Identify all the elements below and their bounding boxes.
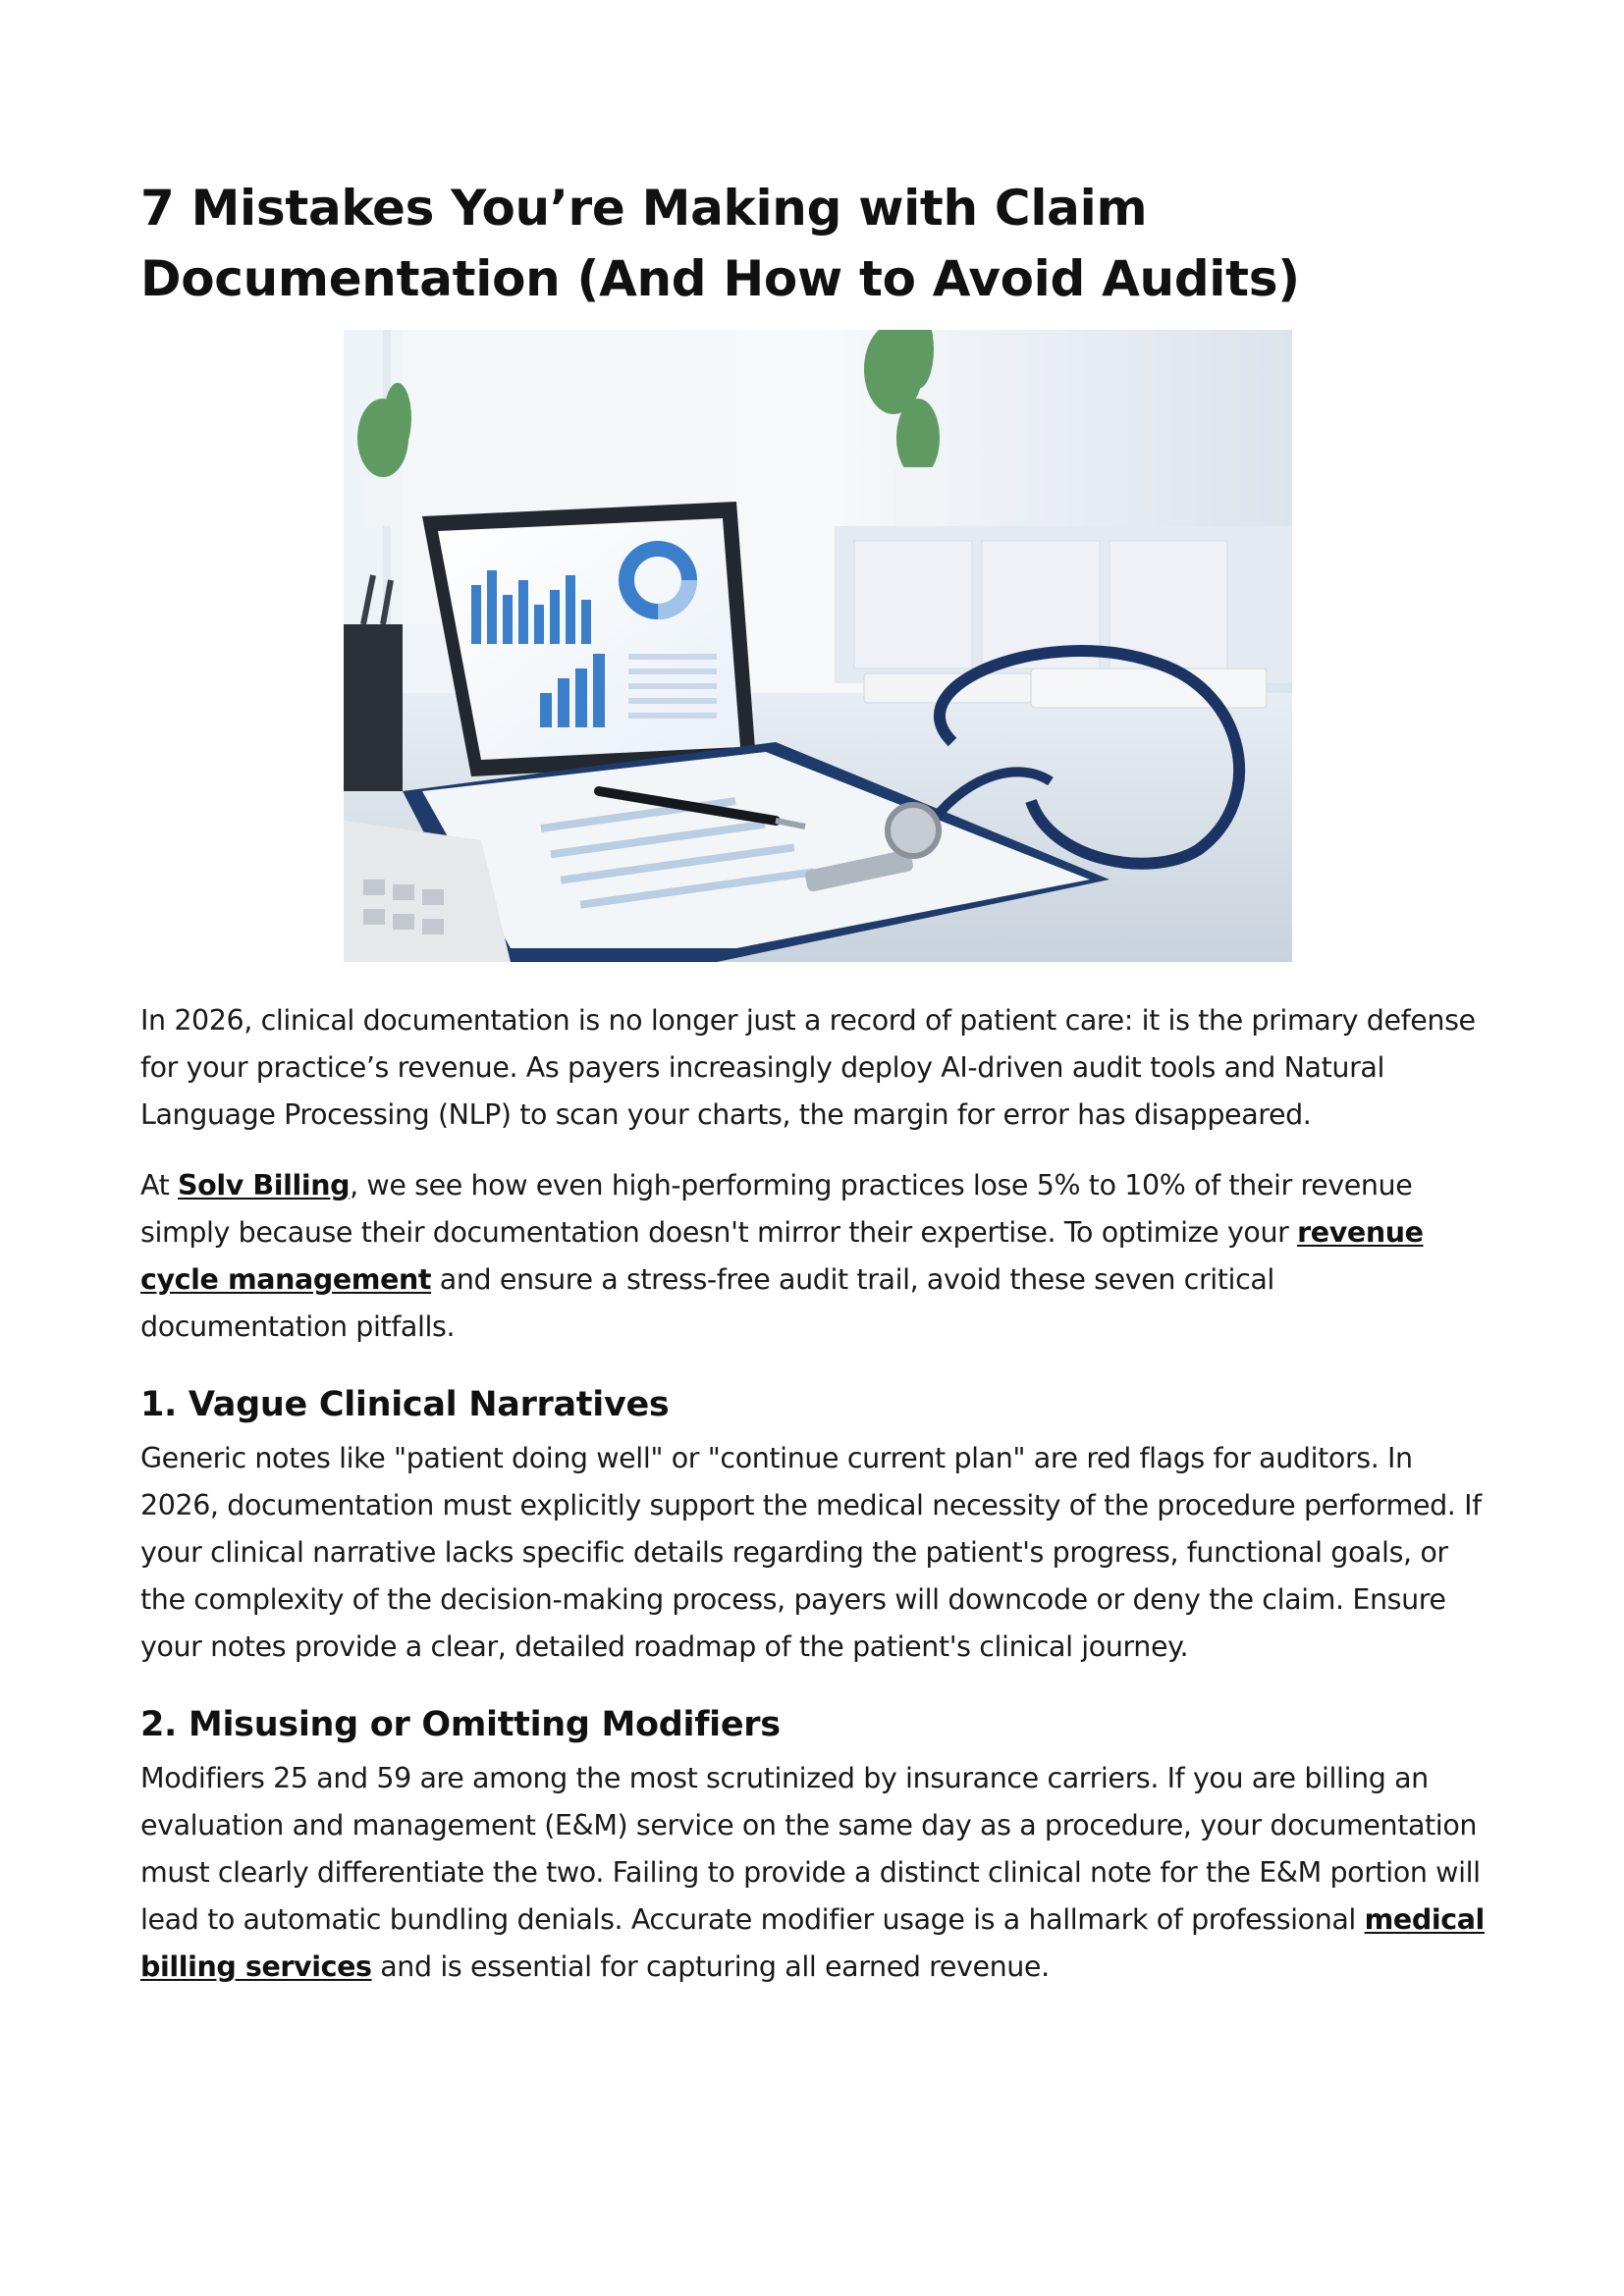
intro-paragraph: In 2026, clinical documentation is no longer just a record of patient care: it is the primary defense for your practice’s revenue. As payers increasingly deploy AI-driven audit tools and Natural Language Processing (NLP) to scan your charts, the margin for error has disappeared. — [140, 1004, 1476, 1131]
revenue-cycle-management-link[interactable]: revenue cycle management — [140, 1216, 1424, 1296]
section-2-text-after: and is essential for capturing all earned revenue. — [371, 1950, 1050, 1983]
medical-billing-services-link[interactable]: medical billing services — [140, 1903, 1485, 1983]
solv-billing-link[interactable]: Solv Billing — [178, 1169, 351, 1201]
section-heading-1: 1. Vague Clinical Narratives — [140, 1385, 670, 1424]
intro-paragraph-2 — [140, 1162, 1486, 1351]
section-body-1: Generic notes like "patient doing well" or "continue current plan" are red flags for auditors. In 2026, documentation must explicitly support the medical necessity of the procedure performed. If your clinical narrative lacks specific details regarding the patient's progress, functional goals, or the complexity of the decision-making process, payers will downcode or deny the claim. Ensure your notes provide a clear, detailed roadmap of the patient's clinical journey. — [140, 1442, 1482, 1663]
p2-text-before: At — [140, 1169, 179, 1201]
section-2-text-before: Modifiers 25 and 59 are among the most scrutinized by insurance carriers. If you are billing an evaluation and management (E&M) service on the same day as a procedure, your documentation must clearly differentiate the two. Failing to provide a distinct clinical note for the E&M portion will lead to automatic bundling denials. Accurate modifier usage is a hallmark of professional — [140, 1762, 1481, 1936]
section-heading-2: 2. Misusing or Omitting Modifiers — [140, 1705, 781, 1744]
section-body-2 — [140, 1755, 1486, 1991]
p2-text-after: and ensure a stress-free audit trail, avoid these seven critical documentation pitfalls. — [140, 1263, 1274, 1343]
article — [140, 173, 1486, 1991]
article-title: 7 Mistakes You’re Making with Claim Documentation (And How to Avoid Audits) — [140, 180, 1300, 307]
hero-image — [344, 330, 1292, 962]
p2-text-middle: , we see how even high-performing practices lose 5% to 10% of their revenue simply because their documentation doesn't mirror their expertise. To optimize your — [140, 1169, 1413, 1249]
